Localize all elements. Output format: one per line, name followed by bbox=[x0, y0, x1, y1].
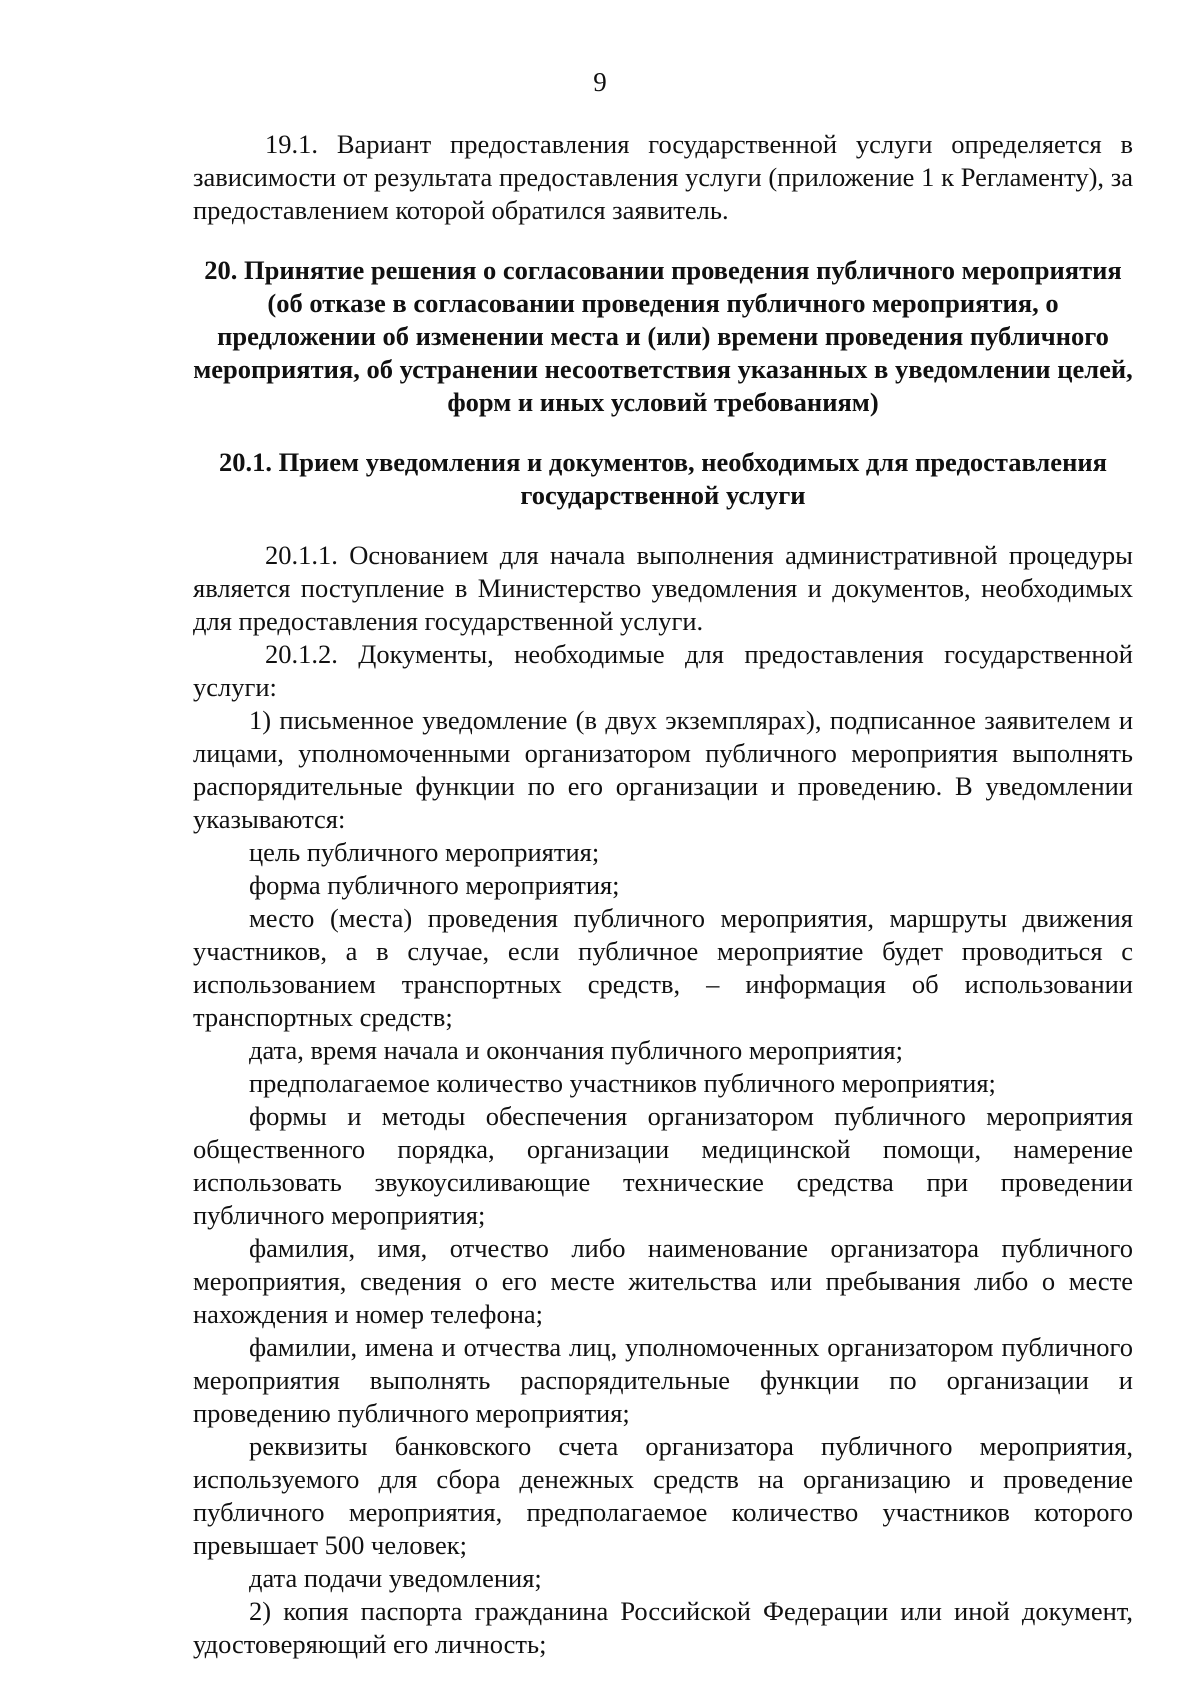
list-item-2: 2) копия паспорта гражданина Российской Федерации или иной документ, удостоверяющий его личность; bbox=[193, 1596, 1133, 1659]
section-heading-20: 20. Принятие решения о согласовании проведения публичного мероприятия (об отказе в согласовании проведения публичного мероприятия, о предложении об изменении места и (или) времени проведения публичного мероприятия, об устранении несоответствия указанных в уведомлении целей, форм и иных условий требованиям) bbox=[193, 255, 1133, 417]
document-body bbox=[193, 128, 1133, 1661]
sub-item-date: дата, время начала и окончания публичного мероприятия; bbox=[249, 1035, 903, 1065]
paragraph-20-1-1: 20.1.1. Основанием для начала выполнения административной процедуры является поступление в Министерство уведомления и документов, необходимых для предоставления государственной услуги. bbox=[193, 540, 1133, 636]
spacer bbox=[193, 512, 1133, 539]
spacer bbox=[193, 419, 1133, 446]
sub-item-place: место (места) проведения публичного мероприятия, маршруты движения участников, а в случае, если публичное мероприятие будет проводиться с использованием транспортных средств, – информация об использовании транспортных средств; bbox=[193, 903, 1133, 1032]
section-heading-20-1: 20.1. Прием уведомления и документов, необходимых для предоставления государственной услуги bbox=[219, 447, 1107, 510]
sub-item-bank: реквизиты банковского счета организатора публичного мероприятия, используемого для сбора денежных средств на организацию и проведение публичного мероприятия, предполагаемое количество участников которого превышает 500 человек; bbox=[193, 1431, 1133, 1560]
spacer bbox=[193, 227, 1133, 254]
paragraph-19-1: 19.1. Вариант предоставления государственной услуги определяется в зависимости от результата предоставления услуги (приложение 1 к Регламенту), за предоставлением которой обратился заявитель. bbox=[193, 129, 1133, 225]
sub-item-goal: цель публичного мероприятия; bbox=[249, 837, 600, 867]
sub-item-count: предполагаемое количество участников публичного мероприятия; bbox=[249, 1068, 996, 1098]
sub-item-methods: формы и методы обеспечения организатором публичного мероприятия общественного порядка, организации медицинской помощи, намерение использовать звукоусиливающие технические средства при проведении публичного мероприятия; bbox=[193, 1101, 1133, 1230]
sub-item-organizer: фамилия, имя, отчество либо наименование организатора публичного мероприятия, сведения о его месте жительства или пребывания либо о месте нахождения и номер телефона; bbox=[193, 1233, 1133, 1329]
sub-item-form: форма публичного мероприятия; bbox=[249, 870, 620, 900]
paragraph-20-1-2: 20.1.2. Документы, необходимые для предоставления государственной услуги: bbox=[193, 639, 1133, 702]
page-number: 9 bbox=[593, 67, 607, 97]
list-item-1: 1) письменное уведомление (в двух экземплярах), подписанное заявителем и лицами, уполномоченными организатором публичного мероприятия выполнять распорядительные функции по его организации и проведению. В уведомлении указываются: bbox=[193, 705, 1133, 834]
sub-item-persons: фамилии, имена и отчества лиц, уполномоченных организатором публичного мероприятия выполнять распорядительные функции по организации и проведению публичного мероприятия; bbox=[193, 1332, 1133, 1428]
sub-item-submit-date: дата подачи уведомления; bbox=[249, 1563, 542, 1593]
